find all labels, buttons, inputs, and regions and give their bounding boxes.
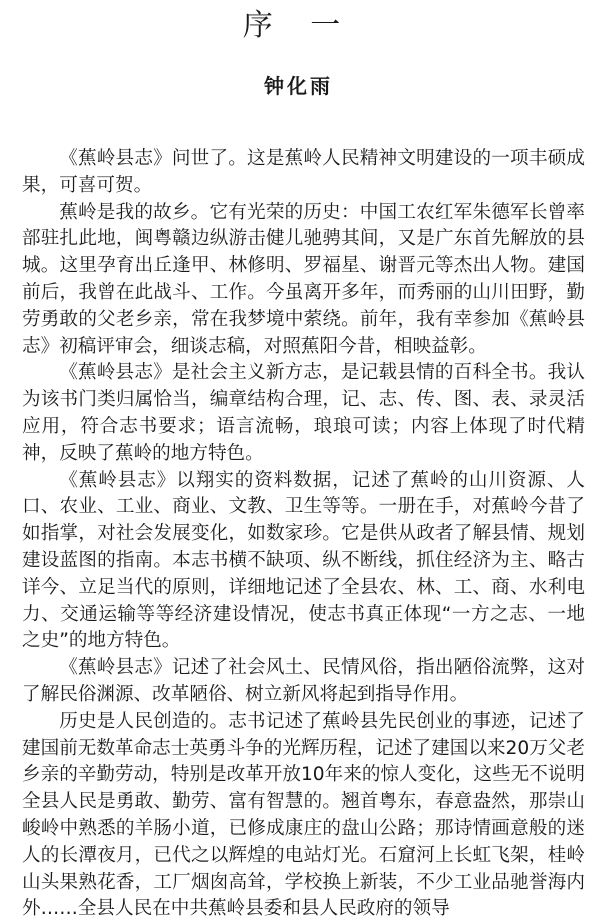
paragraph-5: 《蕉岭县志》记述了社会风土、民情风俗，指出陋俗流弊，这对了解民俗渊源、改革陋俗、树立新风将起到指导作用。 <box>22 657 585 705</box>
paragraph-4: 《蕉岭县志》以翔实的资料数据，记述了蕉岭的山川资源、人口、农业、工业、商业、文教、卫生等等。一册在手，对蕉岭今昔了如指掌，对社会发展变化，如数家珍。它是供从政者了解县情、规划建设蓝图的指南。本志书横不缺项、纵不断线，抓住经济为主、略古详今、立足当代的原则，详细地记述了全县农、林、工、商、水利电力、交通运输等等经济建设情况，使志书真正体现“一方之志、一地之史”的地方特色。 <box>22 469 585 652</box>
paragraph-1: 《蕉岭县志》问世了。这是蕉岭人民精神文明建设的一项丰硕成果，可喜可贺。 <box>22 148 585 196</box>
document-body <box>22 146 585 923</box>
page-title: 序 一 <box>242 8 355 43</box>
paragraph-2: 蕉岭是我的故乡。它有光荣的历史：中国工农红军朱德军长曾率部驻扎此地，闽粤赣边纵游击健儿驰骋其间，又是广东首先解放的县城。这里孕育出丘逢甲、林修明、罗福星、谢晋元等杰出人物。建国前后，我曾在此战斗、工作。今虽离开多年，而秀丽的山川田野，勤劳勇敢的父老乡亲，常在我梦境中萦绕。前年，我有幸参加《蕉岭县志》初稿评审会，细谈志稿，对照蕉阳今昔，相映益彰。 <box>22 201 585 357</box>
author-name: 钟化雨 <box>264 74 333 98</box>
paragraph-6: 历史是人民创造的。志书记述了蕉岭县先民创业的事迹，记述了建国前无数革命志士英勇斗争的光辉历程，记述了建国以来20万父老乡亲的辛勤劳动，特别是改革开放10年来的惊人变化，这些无不说明全县人民是勇敢、勤劳、富有智慧的。翘首粤东，春意盎然，那崇山峻岭中熟悉的羊肠小道，已修成康庄的盘山公路；那诗情画意般的迷人的长潭夜月，已代之以辉煌的电站灯光。石窟河上长虹飞架，桂岭山头果熟花香，工厂烟囱高耸，学校换上新装，不少工业品驰誉海内外……全县人民在中共蕉岭县委和县人民政府的领导 <box>22 710 585 920</box>
paragraph-3: 《蕉岭县志》是社会主义新方志，是记载县情的百科全书。我认为该书门类归属恰当，编章结构合理，记、志、传、图、表、录灵活应用，符合志书要求；语言流畅，琅琅可读；内容上体现了时代精神，反映了蕉岭的地方特色。 <box>22 362 585 464</box>
